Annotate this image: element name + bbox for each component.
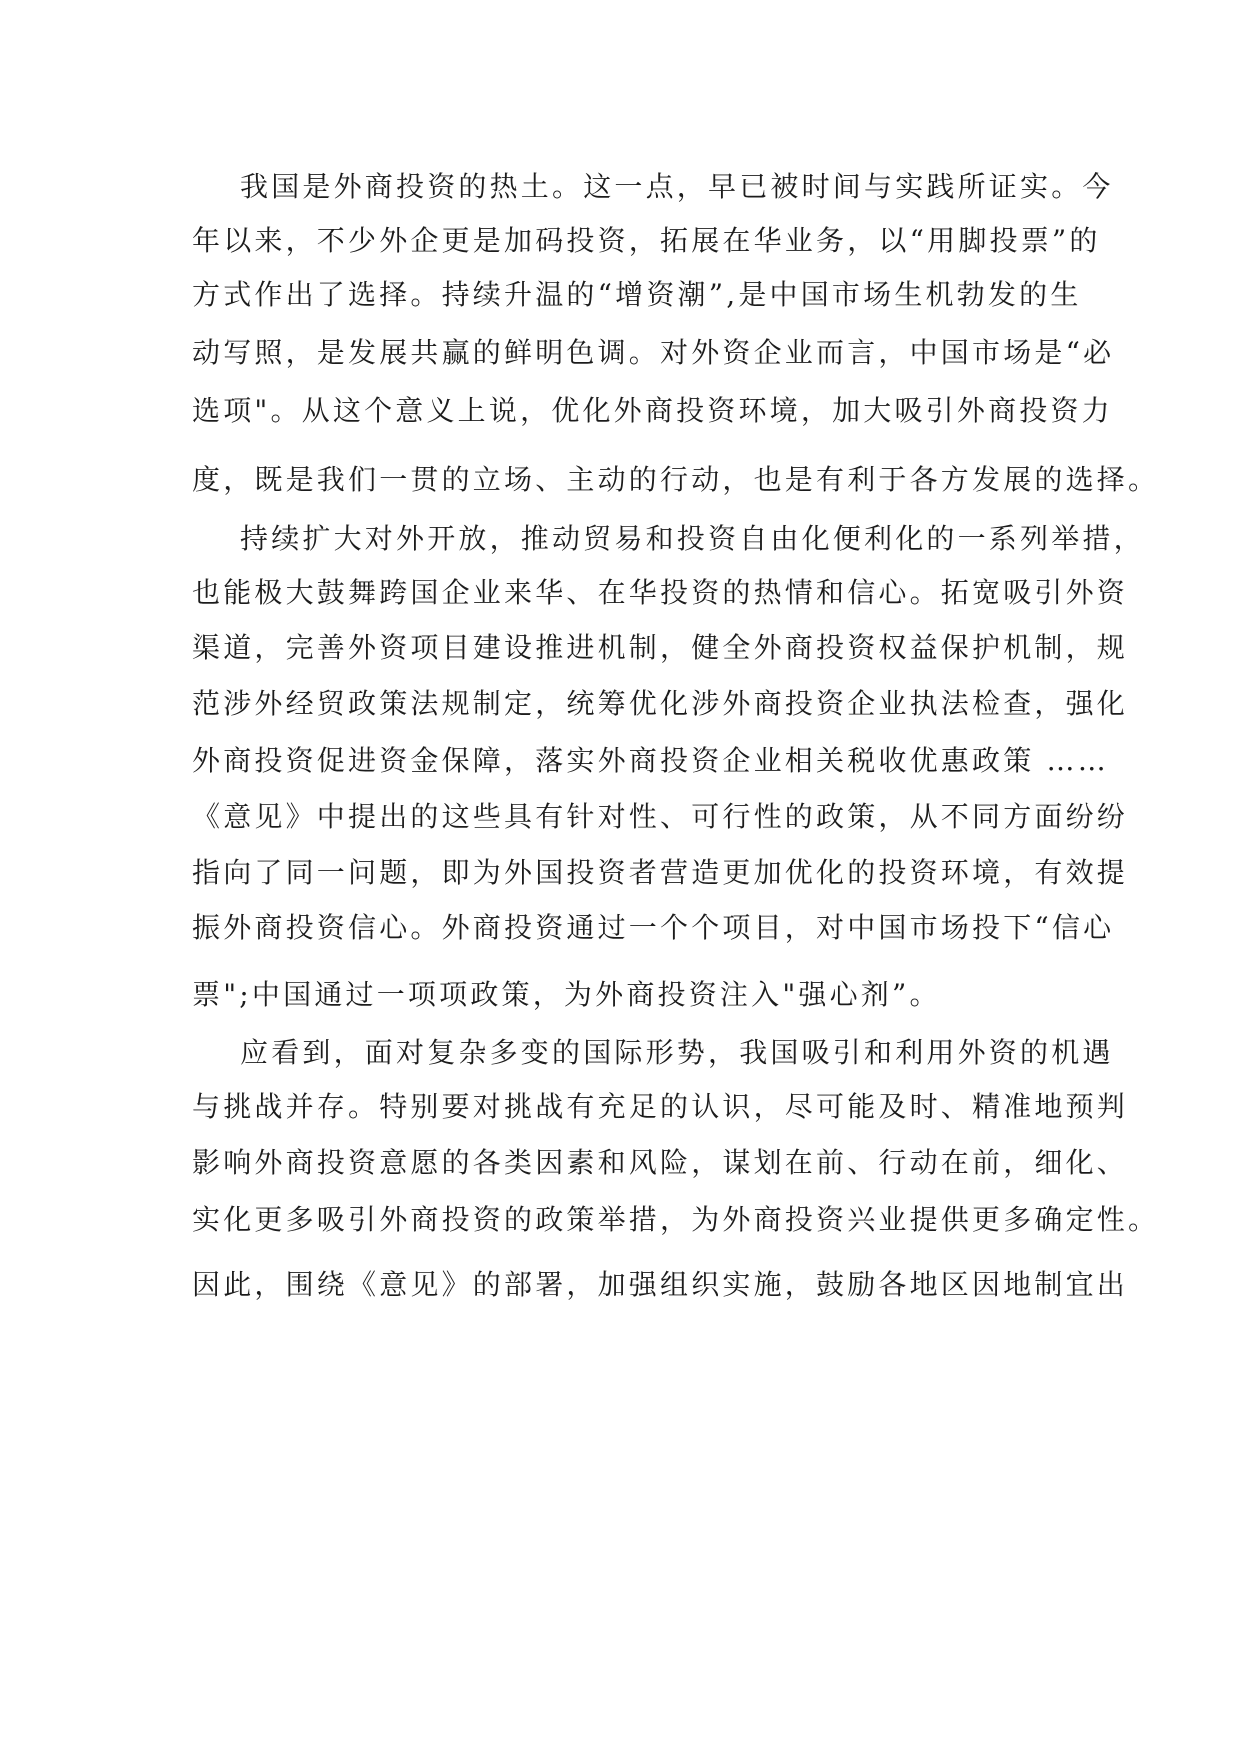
text-line: 外商投资促进资金保障，落实外商投资企业相关税收优惠政策 …… — [192, 744, 1109, 777]
text-line: 也能极大鼓舞跨国企业来华、在华投资的热情和信心。拓宽吸引外资 — [192, 576, 1129, 609]
text-line: 应看到，面对复杂多变的国际形势，我国吸引和利用外资的机遇 — [240, 1036, 1114, 1069]
text-line: 因此，围绕《意见》的部署，加强组织实施，鼓励各地区因地制宜出 — [192, 1268, 1129, 1301]
text-line: 持续扩大对外开放，推动贸易和投资自由化便利化的一系列举措， — [240, 522, 1145, 555]
text-line: 影响外商投资意愿的各类因素和风险，谋划在前、行动在前，细化、 — [192, 1146, 1129, 1179]
text-line: 振外商投资信心。外商投资通过一个个项目，对中国市场投下“信心 — [192, 911, 1115, 944]
text-line: 动写照，是发展共赢的鲜明色调。对外资企业而言，中国市场是“必 — [192, 336, 1115, 369]
text-line: 渠道，完善外资项目建设推进机制，健全外商投资权益保护机制，规 — [192, 631, 1129, 664]
text-line: 与挑战并存。特别要对挑战有充足的认识，尽可能及时、精准地预判 — [192, 1090, 1129, 1123]
text-line: 我国是外商投资的热土。这一点，早已被时间与实践所证实。今 — [240, 170, 1114, 203]
text-line: 选项"。从这个意义上说，优化外商投资环境，加大吸引外商投资力 — [192, 394, 1113, 427]
text-line: 票";中国通过一项项政策，为外商投资注入"强心剂”。 — [192, 978, 941, 1011]
text-line: 范涉外经贸政策法规制定，统筹优化涉外商投资企业执法检查，强化 — [192, 687, 1129, 720]
text-line: 年以来，不少外企更是加码投资，拓展在华业务，以“用脚投票”的 — [192, 224, 1101, 257]
text-line: 方式作出了选择。持续升温的“增资潮”,是中国市场生机勃发的生 — [192, 278, 1082, 311]
text-line: 实化更多吸引外商投资的政策举措，为外商投资兴业提供更多确定性。 — [192, 1203, 1160, 1236]
text-line: 《意见》中提出的这些具有针对性、可行性的政策，从不同方面纷纷 — [192, 800, 1129, 833]
text-line: 指向了同一问题，即为外国投资者营造更加优化的投资环境，有效提 — [192, 856, 1129, 889]
text-line: 度，既是我们一贯的立场、主动的行动，也是有利于各方发展的选择。 — [192, 463, 1160, 496]
